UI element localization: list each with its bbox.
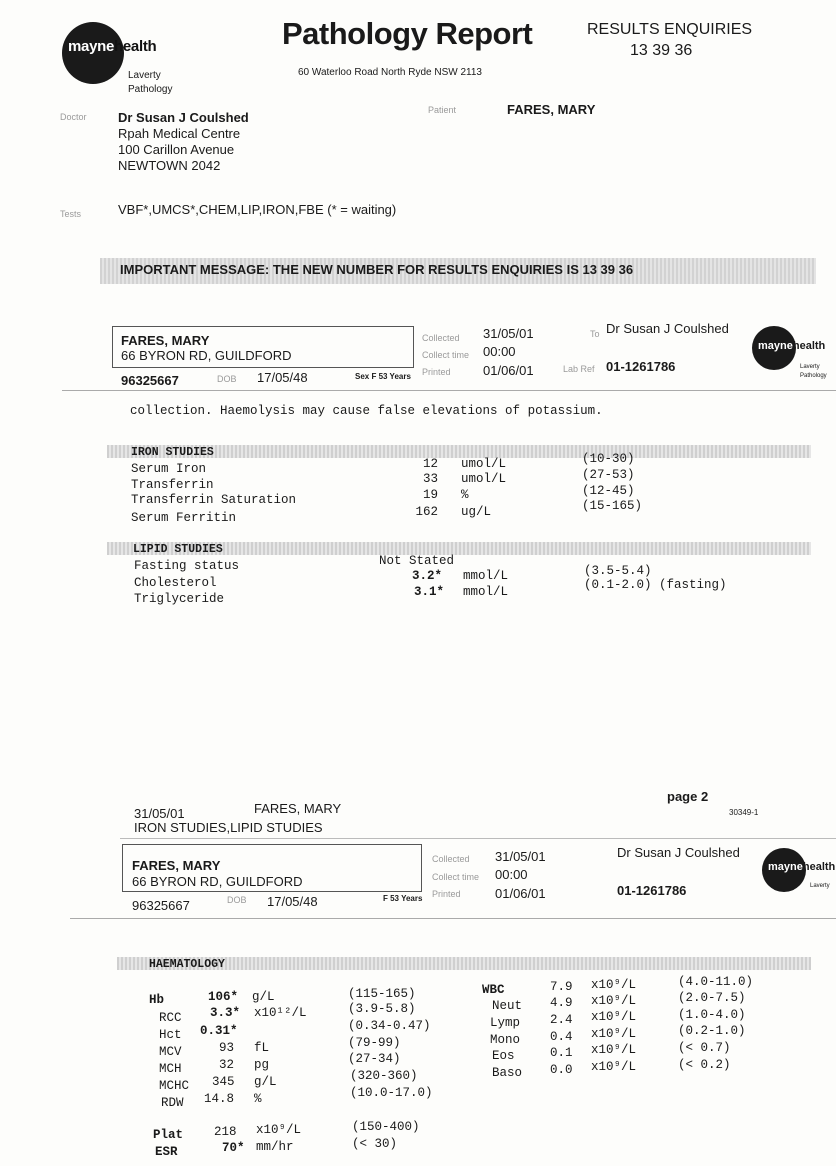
iron-range-0: (10-30) (582, 452, 635, 466)
tests-requested: VBF*,UMCS*,CHEM,LIP,IRON,FBE (* = waiting) (118, 202, 397, 217)
haem-right-value-0: 7.9 (550, 980, 573, 994)
clinic-line2: 100 Carillon Avenue (118, 142, 235, 157)
iron-unit-2: % (461, 488, 469, 502)
haem-right-name-1: Neut (492, 999, 523, 1013)
lipid-heading: LIPID STUDIES (133, 543, 223, 556)
lab-ref-label-1: Lab Ref (563, 364, 595, 374)
patient-name-2: FARES, MARY (132, 858, 221, 873)
iron-value-1: 33 (422, 472, 438, 486)
patient-address-1: 66 BYRON RD, GUILDFORD (121, 348, 292, 363)
iron-unit-0: umol/L (461, 457, 507, 471)
haem-right-range-1: (2.0-7.5) (678, 991, 746, 1005)
footer-divider (120, 838, 836, 839)
iron-value-3: 162 (415, 505, 438, 519)
haem-left-value-3: 93 (219, 1041, 235, 1055)
clinic-line3: NEWTOWN 2042 (118, 158, 221, 173)
patient-name-top: FARES, MARY (507, 102, 596, 117)
haem-left-name-1: RCC (159, 1011, 182, 1025)
iron-value-2: 19 (422, 488, 438, 502)
lipid-range-2: (0.1-2.0) (fasting) (584, 578, 727, 592)
logo-small-wordmark-2 (768, 861, 835, 873)
haem-right-value-4: 0.1 (550, 1046, 573, 1060)
footer-name: FARES, MARY (254, 801, 342, 816)
haem-right-range-4: (< 0.7) (678, 1041, 731, 1055)
specimen-1: 96325667 (121, 373, 179, 388)
lipid-name-2: Triglyceride (134, 592, 225, 606)
footer-page: page 2 (667, 789, 709, 804)
footer-code: 30349-1 (729, 808, 759, 817)
haem-left-value-4: 32 (219, 1058, 235, 1072)
haem-right-value-1: 4.9 (550, 996, 573, 1010)
dob-label-1: DOB (217, 374, 237, 384)
iron-name-1: Transferrin (131, 478, 214, 492)
haem-right-unit-3: x10⁹/L (591, 1027, 637, 1041)
logo-small-bold-1: mayne (758, 340, 793, 352)
enquiries-label: RESULTS ENQUIRIES (587, 21, 753, 38)
doctor-label: Doctor (60, 112, 87, 122)
logo-wordmark (68, 38, 156, 55)
haem-left-name-4: MCH (159, 1062, 182, 1076)
haem-right-range-0: (4.0-11.0) (678, 975, 754, 989)
haem-heading: HAEMATOLOGY (149, 958, 225, 971)
haem-left-value-6: 14.8 (204, 1092, 235, 1106)
haem-left-range-4: (27-34) (348, 1052, 401, 1066)
lipid-value-1: 3.2* (412, 569, 443, 583)
printed-1: 01/06/01 (483, 363, 534, 378)
collected-1: 31/05/01 (483, 326, 534, 341)
haem-bottom-name-0: Plat (153, 1128, 184, 1142)
to-label-1: To (590, 329, 600, 339)
haem-left-range-3: (79-99) (348, 1036, 401, 1050)
footer-date: 31/05/01 (134, 806, 185, 821)
collect-time-label-1: Collect time (422, 350, 470, 360)
haem-left-value-1: 3.3* (210, 1006, 241, 1020)
haem-right-range-5: (< 0.2) (678, 1058, 731, 1072)
haem-right-name-2: Lymp (490, 1016, 521, 1030)
haem-bottom-range-0: (150-400) (352, 1120, 420, 1134)
lipid-range-1: (3.5-5.4) (584, 564, 652, 578)
patient-label: Patient (428, 105, 457, 115)
haem-left-unit-1: x10¹²/L (254, 1006, 307, 1020)
haem-right-unit-0: x10⁹/L (591, 978, 637, 992)
haem-left-name-2: Hct (159, 1028, 182, 1042)
haem-left-value-5: 345 (212, 1075, 235, 1089)
specimen-2: 96325667 (132, 898, 190, 913)
haem-right-name-0: WBC (482, 983, 505, 997)
haem-bottom-value-1: 70* (222, 1141, 245, 1155)
haem-right-unit-5: x10⁹/L (591, 1060, 637, 1074)
section-border-1 (62, 390, 836, 391)
logo-sub2: Pathology (128, 84, 173, 95)
printed-label-1: Printed (422, 367, 451, 377)
patient-address-2: 66 BYRON RD, GUILDFORD (132, 874, 303, 889)
logo-small-bold-2: mayne (768, 861, 803, 873)
lipid-name-1: Cholesterol (134, 576, 217, 590)
dob-1: 17/05/48 (257, 370, 308, 385)
haem-bottom-unit-1: mm/hr (256, 1140, 294, 1154)
haem-right-range-2: (1.0-4.0) (678, 1008, 746, 1022)
logo-small-sub2-1: Pathology (800, 373, 827, 379)
haem-bottom-value-0: 218 (214, 1125, 237, 1139)
iron-range-1: (27-53) (582, 468, 635, 482)
haem-left-range-6: (10.0-17.0) (350, 1086, 433, 1100)
iron-unit-1: umol/L (461, 472, 507, 486)
to-doctor-1: Dr Susan J Coulshed (606, 321, 729, 336)
logo-small-brand-1: health (792, 340, 826, 352)
to-doctor-2: Dr Susan J Coulshed (617, 845, 740, 860)
haem-left-unit-5: g/L (254, 1075, 277, 1089)
collect-time-1: 00:00 (483, 344, 516, 359)
collected-2: 31/05/01 (495, 849, 546, 864)
enquiries-number: 13 39 36 (630, 42, 693, 59)
haem-right-value-5: 0.0 (550, 1063, 573, 1077)
haem-right-unit-4: x10⁹/L (591, 1043, 637, 1057)
haem-bottom-name-1: ESR (155, 1145, 178, 1159)
iron-range-3: (15-165) (582, 499, 643, 513)
iron-unit-3: ug/L (461, 505, 492, 519)
haem-left-value-2: 0.31* (200, 1024, 238, 1038)
sex-2: F 53 Years (383, 894, 423, 903)
lab-address: 60 Waterloo Road North Ryde NSW 2113 (298, 67, 482, 78)
haem-left-range-0: (115-165) (348, 987, 416, 1001)
logo-sub1: Laverty (128, 70, 161, 81)
haem-right-name-3: Mono (490, 1033, 521, 1047)
tests-label: Tests (60, 209, 82, 219)
clinic-line1: Rpah Medical Centre (118, 126, 241, 141)
haem-left-unit-0: g/L (252, 990, 275, 1004)
haem-left-unit-3: fL (254, 1041, 270, 1055)
lipid-value-0: Not Stated (379, 554, 455, 568)
section-border-2 (70, 918, 836, 919)
printed-label-2: Printed (432, 889, 461, 899)
patient-name-1: FARES, MARY (121, 333, 210, 348)
haem-left-name-0: Hb (149, 993, 165, 1007)
footer-tests: IRON STUDIES,LIPID STUDIES (134, 820, 323, 835)
iron-name-3: Serum Ferritin (131, 511, 237, 525)
lipid-value-2: 3.1* (414, 585, 445, 599)
iron-name-0: Serum Iron (131, 462, 207, 476)
haem-left-range-1: (3.9-5.8) (348, 1002, 416, 1016)
iron-heading: IRON STUDIES (131, 446, 214, 459)
logo-brand: health (114, 38, 157, 55)
logo-small-wordmark-1 (758, 340, 825, 352)
logo-small-brand-2: health (802, 861, 836, 873)
page-title: Pathology Report (282, 16, 533, 51)
haem-left-range-2: (0.34-0.47) (348, 1019, 431, 1033)
collected-label-1: Collected (422, 333, 460, 343)
iron-value-0: 12 (422, 457, 438, 471)
dob-label-2: DOB (227, 895, 247, 905)
important-message: IMPORTANT MESSAGE: THE NEW NUMBER FOR RESULTS ENQUIRIES IS 13 39 36 (120, 262, 634, 277)
haem-right-name-5: Baso (492, 1066, 523, 1080)
haem-left-value-0: 106* (208, 990, 239, 1004)
lipid-unit-1: mmol/L (463, 569, 509, 583)
haem-left-unit-4: pg (254, 1058, 270, 1072)
lipid-name-0: Fasting status (134, 559, 240, 573)
doctor-name: Dr Susan J Coulshed (118, 110, 249, 125)
collect-time-label-2: Collect time (432, 872, 480, 882)
haem-left-range-5: (320-360) (350, 1069, 418, 1083)
haem-right-range-3: (0.2-1.0) (678, 1024, 746, 1038)
sex-1: Sex F 53 Years (355, 372, 411, 381)
lab-ref-2: 01-1261786 (617, 883, 687, 898)
lab-ref-1: 01-1261786 (606, 359, 676, 374)
haem-bottom-unit-0: x10⁹/L (256, 1123, 302, 1137)
haem-right-name-4: Eos (492, 1049, 515, 1063)
lipid-unit-2: mmol/L (463, 585, 509, 599)
haem-bottom-range-1: (< 30) (352, 1137, 398, 1151)
comment-text: collection. Haemolysis may cause false elevations of potassium. (130, 404, 603, 418)
haem-left-name-6: RDW (161, 1096, 184, 1110)
collected-label-2: Collected (432, 854, 470, 864)
iron-name-2: Transferrin Saturation (131, 493, 297, 507)
haem-left-name-3: MCV (159, 1045, 182, 1059)
logo-small-sub-2: Laverty (810, 883, 830, 889)
iron-range-2: (12-45) (582, 484, 635, 498)
haem-right-value-2: 2.4 (550, 1013, 573, 1027)
dob-2: 17/05/48 (267, 894, 318, 909)
haem-left-name-5: MCHC (159, 1079, 190, 1093)
printed-2: 01/06/01 (495, 886, 546, 901)
collect-time-2: 00:00 (495, 867, 528, 882)
haem-right-value-3: 0.4 (550, 1030, 573, 1044)
haem-left-unit-6: % (254, 1092, 262, 1106)
logo-brand-bold: mayne (68, 38, 115, 55)
haem-right-unit-1: x10⁹/L (591, 994, 637, 1008)
haem-right-unit-2: x10⁹/L (591, 1010, 637, 1024)
logo-small-sub-1: Laverty (800, 364, 820, 370)
